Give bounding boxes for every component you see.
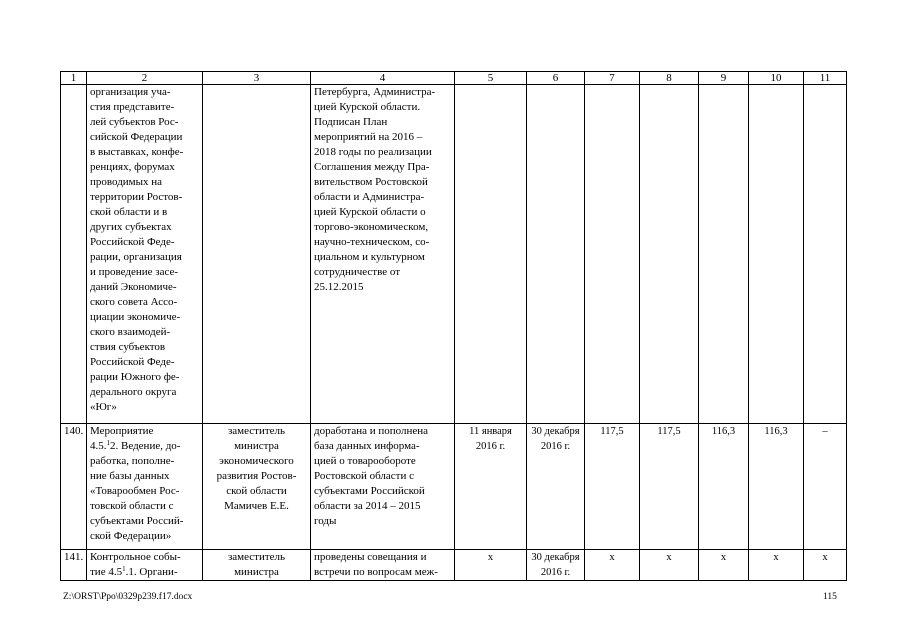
col-header: 9 [699, 72, 749, 85]
value-cell: х [804, 550, 847, 581]
col-header: 2 [87, 72, 203, 85]
result-cell: доработана и пополнена база данных информа- цией о товарообороте Ростовской области с субъектами Российской области за 2014 – 2015 годы [311, 424, 455, 550]
activity-text: .1. Органи- [125, 566, 178, 578]
start-date-cell [455, 85, 527, 424]
result-cell [311, 550, 455, 581]
col-header: 8 [640, 72, 699, 85]
superscript: 1 [122, 565, 126, 573]
responsible-cell [203, 550, 311, 581]
value-cell: 116,3 [749, 424, 804, 550]
activity-cell: организация уча- стия представите- лей субъектов Рос- сийской Федерации в выставках, конфе- ренциях, форумах проводимых на территории Ростов- ской области и в других субъектах Российской Феде- рации, организация и проведение засе- даний Экономиче- ского совета Ассо- циации экономиче- ского взаимодей- ствия субъектов Российской Феде- рации Южного фе- дерального округа «Юг» [87, 85, 203, 424]
activity-text: 2. Ведение, до- работка, пополне- ние базы данных «Товарообмен Рос- товской области с субъектами Россий- ской Федерации» [90, 440, 184, 542]
responsible-text: заместитель министра [227, 551, 286, 578]
value-cell: х [749, 550, 804, 581]
value-cell: х [585, 550, 640, 581]
activity-cell [87, 550, 203, 581]
value-cell: – [804, 424, 847, 550]
responsible-cell [203, 85, 311, 424]
result-text: проведены совещания и встречи по вопросам меж- [314, 551, 438, 578]
value-cell: 117,5 [585, 424, 640, 550]
header-row [61, 72, 847, 85]
start-date-cell [455, 550, 527, 581]
table-row [61, 85, 847, 424]
row-number: 141. [61, 550, 87, 581]
start-date-text: х [487, 552, 494, 563]
page-number: 115 [823, 592, 837, 602]
value-cell [640, 85, 699, 424]
col-header: 1 [61, 72, 87, 85]
responsible-cell: заместитель министра экономического развития Ростов- ской области Мамичев Е.Е. [203, 424, 311, 550]
activity-text: Мероприятие 4.5. [90, 425, 154, 452]
value-cell [585, 85, 640, 424]
col-header: 6 [527, 72, 585, 85]
col-header: 10 [749, 72, 804, 85]
col-header: 3 [203, 72, 311, 85]
footer-file-path: Z:\ORST\Ppo\0329p239.f17.docx [63, 592, 193, 602]
row-number: 140. [61, 424, 87, 550]
superscript: 1 [106, 439, 110, 447]
value-cell: х [699, 550, 749, 581]
table-row [61, 550, 847, 581]
table-row [61, 424, 847, 550]
value-cell: х [640, 550, 699, 581]
document-table [60, 71, 847, 581]
col-header: 4 [311, 72, 455, 85]
value-cell [804, 85, 847, 424]
result-cell: Петербурга, Администра- цией Курской области. Подписан План мероприятий на 2016 – 2018 годы по реализации Соглашения между Пра- вительством Ростовской области и Администра- цией Курской области о торгово-экономическом, научно-техническом, со- циальном и культурном сотрудничестве от 25.12.2015 [311, 85, 455, 424]
row-number [61, 85, 87, 424]
col-header: 11 [804, 72, 847, 85]
end-date-cell: 30 декабря 2016 г. [527, 424, 585, 550]
col-header: 5 [455, 72, 527, 85]
end-date-text: 30 декабря 2016 г. [531, 552, 580, 578]
activity-text: Контрольное собы- тие 4.5 [90, 551, 181, 578]
value-cell [699, 85, 749, 424]
value-cell: 116,3 [699, 424, 749, 550]
activity-cell [87, 424, 203, 550]
value-cell: 117,5 [640, 424, 699, 550]
start-date-cell: 11 января 2016 г. [455, 424, 527, 550]
value-cell [749, 85, 804, 424]
end-date-cell [527, 550, 585, 581]
col-header: 7 [585, 72, 640, 85]
end-date-cell [527, 85, 585, 424]
